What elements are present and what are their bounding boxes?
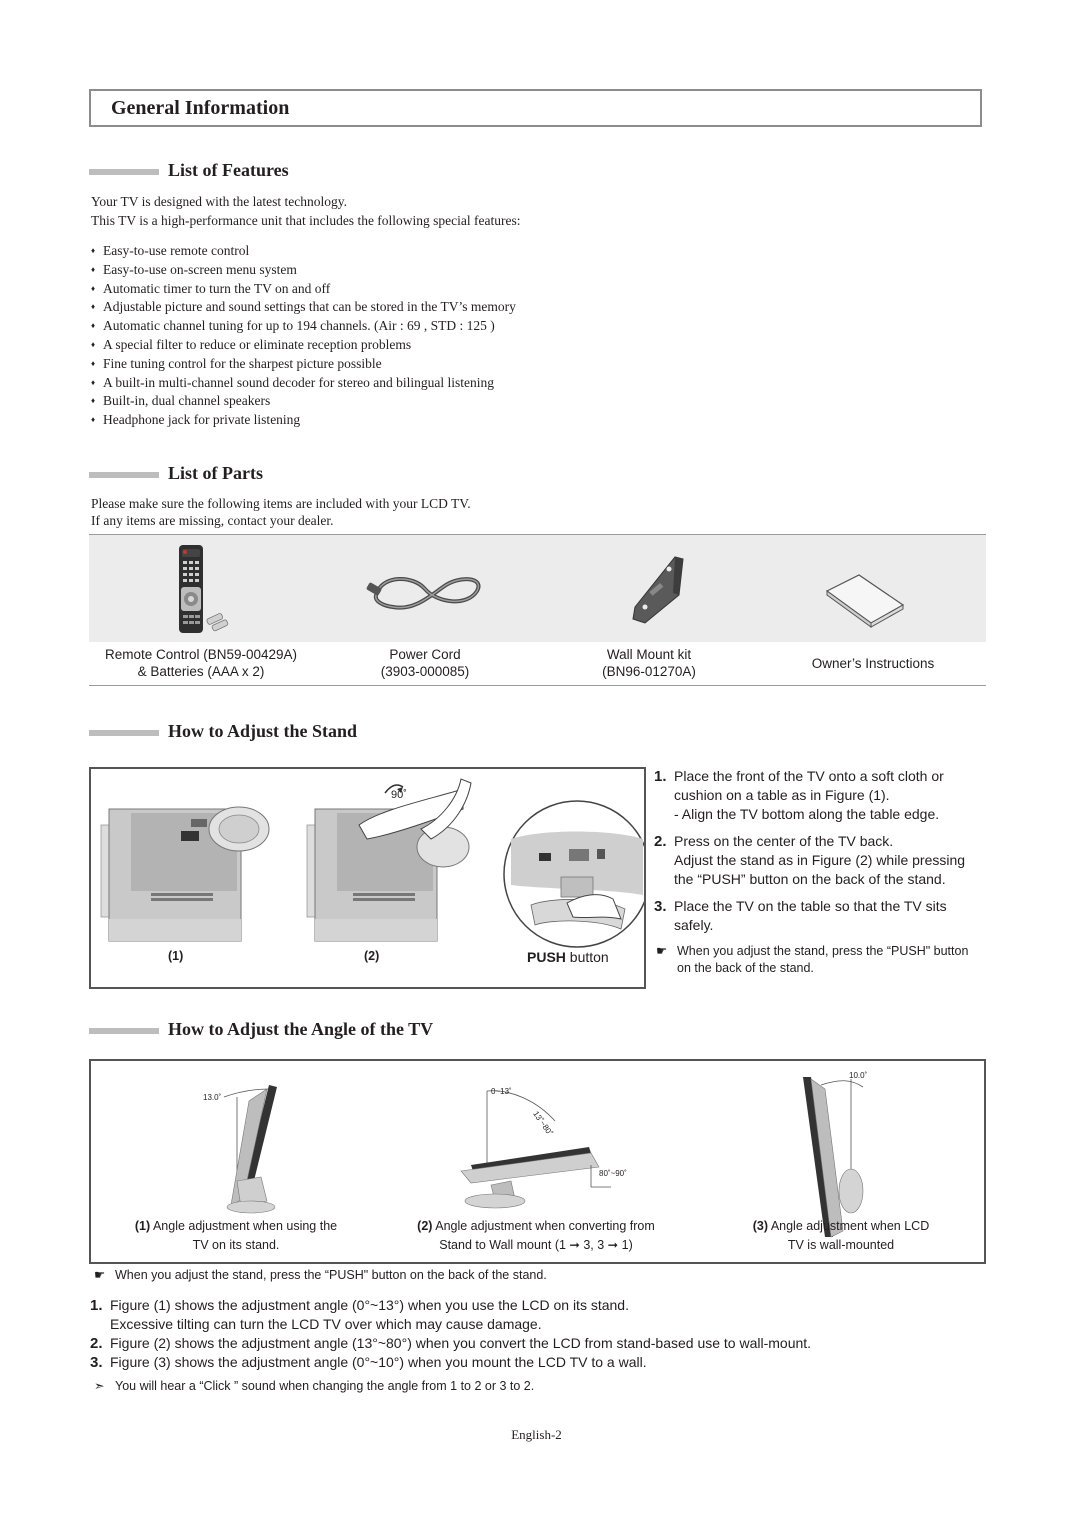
- step-line: Figure (2) shows the adjustment angle (13°~80°) when you convert the LCD from stand-based use to wall-mount.: [110, 1335, 812, 1351]
- stand-note: [656, 943, 997, 977]
- section-bar: [89, 730, 159, 736]
- push-bold: PUSH: [527, 949, 566, 965]
- angle-note: [94, 1267, 547, 1284]
- list-item: ♦ Headphone jack for private listening: [91, 411, 516, 430]
- stand-step: [654, 767, 984, 824]
- step-line: safely.: [674, 917, 714, 933]
- part-label-line: & Batteries (AAA x 2): [137, 664, 265, 679]
- caption-line: Angle adjustment when converting from: [432, 1219, 655, 1233]
- step-number: 3.: [654, 898, 667, 915]
- note-line: When you adjust the stand, press the “PUSH" button on the back of the stand.: [115, 1268, 547, 1282]
- part-label-line: Wall Mount kit: [606, 647, 692, 662]
- power-cord-icon: [313, 535, 537, 642]
- section-bar: [89, 169, 159, 175]
- remote-control-icon: [89, 535, 313, 642]
- features-intro-line: This TV is a high-performance unit that includes the following special features:: [91, 213, 521, 228]
- part-label: [761, 643, 985, 683]
- step-line: Adjust the stand as in Figure (2) while pressing: [674, 852, 966, 868]
- angle-step: [90, 1353, 811, 1372]
- step-line: Excessive tilting can turn the LCD TV over which may cause damage.: [110, 1316, 542, 1332]
- part-wall-mount: [537, 535, 761, 685]
- arrow-tip-icon: ➣: [94, 1379, 105, 1393]
- list-item: ♦ Built-in, dual channel speakers: [91, 392, 516, 411]
- step-line: Place the front of the TV onto a soft cloth or: [674, 768, 944, 784]
- angle-tip: [94, 1378, 534, 1395]
- wall-mount-kit-icon: [537, 535, 761, 642]
- step-number: 1.: [90, 1297, 103, 1314]
- list-item: ♦ Adjustable picture and sound settings that can be stored in the TV’s memory: [91, 298, 516, 317]
- step-number: 2.: [90, 1335, 103, 1352]
- fig2-angle-b: 13˚~80˚: [531, 1109, 555, 1138]
- list-item: ♦ A built-in multi-channel sound decoder for stereo and bilingual listening: [91, 374, 516, 393]
- step-line: Place the TV on the table so that the TV sits: [674, 898, 947, 914]
- page-title-box: [89, 89, 982, 127]
- list-item: ♦ Fine tuning control for the sharpest picture possible: [91, 355, 516, 374]
- caption-line: TV is wall-mounted: [787, 1238, 895, 1252]
- stand-heading: How to Adjust the Stand: [168, 721, 358, 741]
- parts-intro: [91, 495, 471, 529]
- list-item: ♦ Automatic timer to turn the TV on and off: [91, 280, 516, 299]
- fig2-angle-a: 0~13˚: [491, 1087, 512, 1096]
- features-intro: [91, 192, 521, 230]
- caption-number: (1): [134, 1219, 151, 1233]
- stand-figure-box: [89, 767, 646, 989]
- step-line: Figure (1) shows the adjustment angle (0°~13°) when you use the LCD on its stand.: [110, 1297, 629, 1313]
- push-rest: button: [565, 949, 609, 965]
- part-label: [537, 643, 761, 683]
- section-bar: [89, 1028, 159, 1034]
- list-item: ♦ Easy-to-use remote control: [91, 242, 516, 261]
- push-button-label: [527, 949, 609, 965]
- stand-steps: [654, 767, 984, 935]
- part-label-line: Remote Control (BN59-00429A): [104, 647, 298, 662]
- section-bar: [89, 472, 159, 478]
- list-item: ♦ A special filter to reduce or eliminate reception problems: [91, 336, 516, 355]
- part-power-cord: [313, 535, 537, 685]
- step-number: 1.: [654, 768, 667, 785]
- parts-intro-line: If any items are missing, contact your dealer.: [91, 513, 334, 528]
- page-footer: English-2: [511, 1427, 562, 1442]
- parts-intro-line: Please make sure the following items are included with your LCD TV.: [91, 496, 471, 511]
- stand-step: [654, 897, 984, 935]
- caption-line: Stand to Wall mount (1 ➞ 3, 3 ➞ 1): [439, 1238, 633, 1252]
- part-label-line: (BN96-01270A): [602, 664, 696, 679]
- page-title: General Information: [111, 97, 290, 119]
- step-number: 2.: [654, 833, 667, 850]
- part-label: [89, 643, 313, 683]
- angle-caption-1: [121, 1217, 351, 1255]
- angle-step: [90, 1296, 811, 1334]
- angle-caption-3: [731, 1217, 951, 1255]
- caption-line: Angle adjustment when LCD: [768, 1219, 930, 1233]
- caption-line: TV on its stand.: [192, 1238, 280, 1252]
- figure-2-label: (2): [364, 949, 380, 963]
- caption-number: (3): [752, 1219, 769, 1233]
- angle-step: [90, 1334, 811, 1353]
- part-label: [313, 643, 537, 683]
- fig3-angle: 10.0˚: [849, 1071, 868, 1080]
- angle-heading: How to Adjust the Angle of the TV: [168, 1019, 434, 1039]
- step-number: 3.: [90, 1354, 103, 1371]
- note-line: When you adjust the stand, press the “PUSH" button: [677, 944, 969, 958]
- part-manual: [761, 535, 985, 685]
- fig2-angle-c: 80˚~90˚: [599, 1169, 627, 1178]
- angle-steps: [90, 1296, 811, 1372]
- pointing-hand-icon: ☛: [94, 1268, 106, 1282]
- figure-1-label: (1): [168, 949, 184, 963]
- step-line: Figure (3) shows the adjustment angle (0°~10°) when you mount the LCD TV to a wall.: [110, 1354, 647, 1370]
- part-label-line: Power Cord: [389, 647, 461, 662]
- features-heading: List of Features: [168, 160, 289, 180]
- tip-line: You will hear a “Click ” sound when changing the angle from 1 to 2 or 3 to 2.: [115, 1379, 535, 1393]
- note-line: on the back of the stand.: [677, 961, 814, 975]
- part-label-line: Owner’s Instructions: [811, 655, 935, 671]
- features-list: [91, 242, 516, 430]
- list-item: ♦ Easy-to-use on-screen menu system: [91, 261, 516, 280]
- step-line: the “PUSH” button on the back of the stand.: [674, 871, 946, 887]
- caption-number: (2): [417, 1219, 433, 1233]
- list-item: ♦ Automatic channel tuning for up to 194 channels. (Air : 69 , STD : 125 ): [91, 317, 516, 336]
- angle-figure-box: [89, 1059, 986, 1264]
- stand-step: [654, 832, 984, 889]
- features-intro-line: Your TV is designed with the latest technology.: [91, 194, 347, 209]
- part-label-line: (3903-000085): [380, 664, 470, 679]
- angle-90-label: 90˚: [391, 789, 407, 801]
- step-line: cushion on a table as in Figure (1).: [674, 787, 890, 803]
- parts-heading: List of Parts: [168, 463, 263, 483]
- angle-caption-2: [401, 1217, 671, 1255]
- caption-line: Angle adjustment when using the: [150, 1219, 338, 1233]
- owners-manual-icon: [761, 535, 985, 642]
- pointing-hand-icon: ☛: [656, 944, 668, 958]
- fig1-angle: 13.0˚: [203, 1093, 222, 1102]
- step-line: - Align the TV bottom along the table edge.: [674, 806, 940, 822]
- step-line: Press on the center of the TV back.: [674, 833, 894, 849]
- part-remote: [89, 535, 313, 685]
- parts-table: [89, 534, 986, 686]
